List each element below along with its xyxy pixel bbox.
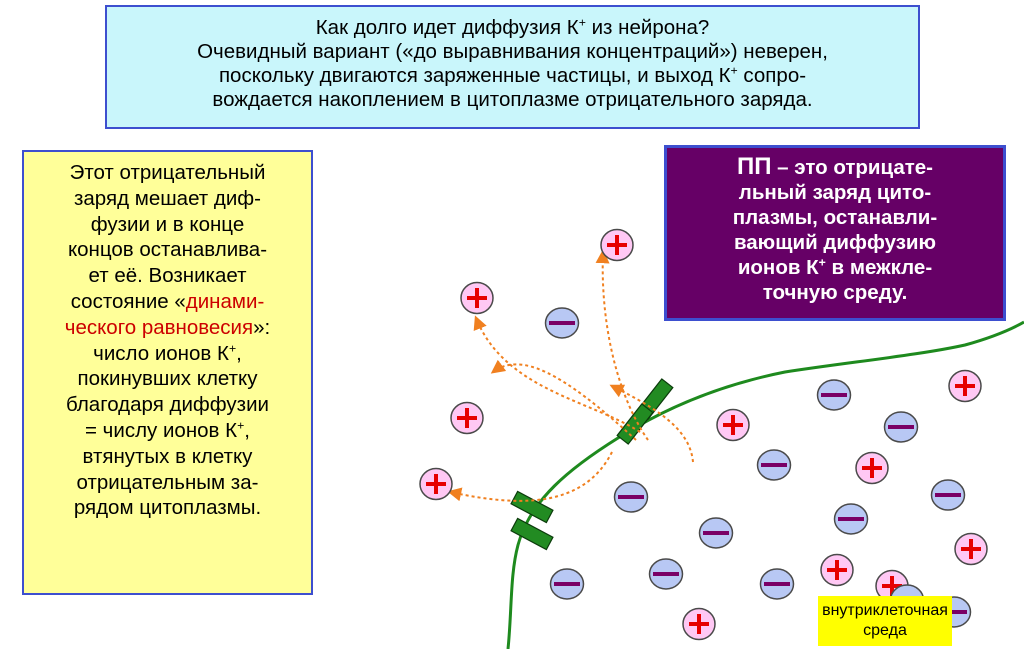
- header-line-3: поскольку двигаются заряженные частицы, и выход К+ сопро-: [218, 63, 807, 87]
- explanation-line: фузии и в конце: [90, 212, 245, 236]
- explanation-line: благодаря диффузии: [66, 393, 269, 417]
- anion-icon: [885, 412, 918, 442]
- intracellular-label-line: внутриклеточная: [822, 602, 948, 619]
- explanation-line: отрицательным за-: [76, 470, 259, 494]
- anion-icon: [932, 480, 965, 510]
- pp-line: ионов К+ в межкле-: [737, 255, 933, 279]
- header-line-1: Как долго идет диффузия К+ из нейрона?: [315, 15, 710, 39]
- pp-line: точную среду.: [762, 281, 908, 304]
- explanation-line: втянутых в клетку: [82, 444, 253, 468]
- ion-channels: [511, 379, 673, 550]
- potassium-cation-icon: [683, 609, 715, 640]
- explanation-line: концов останавлива-: [67, 238, 268, 262]
- potassium-cation-icon: [821, 555, 853, 586]
- potassium-cation-icon: [717, 410, 749, 441]
- explanation-line: ческого равновесия»:: [64, 315, 271, 339]
- dynamic-equilibrium-term: динами-: [185, 289, 265, 313]
- anion-icon: [818, 380, 851, 410]
- header-line-4: вождается накоплением в цитоплазме отрицательного заряда.: [212, 88, 813, 111]
- potassium-cation-icon: [461, 283, 493, 314]
- explanation-line: рядом цитоплазмы.: [73, 496, 262, 520]
- pp-line: льный заряд цито-: [738, 181, 932, 204]
- potassium-cation-icon: [949, 371, 981, 402]
- header-line-2: Очевидный вариант («до выравнивания концентраций») неверен,: [197, 40, 828, 63]
- anion-icon: [650, 559, 683, 589]
- diffusion-arrow: [493, 364, 636, 440]
- intracellular-label-line: среда: [863, 622, 907, 639]
- pp-line: вающий диффузию: [733, 231, 937, 254]
- anion-icon: [758, 450, 791, 480]
- explanation-line: заряд мешает диф-: [74, 186, 261, 210]
- dynamic-equilibrium-term: ческого равновесия: [64, 315, 254, 339]
- explanation-line: покинувших клетку: [77, 367, 258, 391]
- anion-icon: [551, 569, 584, 599]
- potassium-cation-icon: [955, 534, 987, 565]
- explanation-line: число ионов К+,: [93, 341, 242, 365]
- potassium-cation-icon: [856, 453, 888, 484]
- explanation-line: ет её. Возникает: [88, 264, 247, 288]
- intracellular-label: [818, 596, 952, 646]
- potassium-cation-icon: [420, 469, 452, 500]
- pp-line: ПП – это отрицате-: [736, 153, 934, 180]
- anion-icon: [615, 482, 648, 512]
- explanation-line: = числу ионов К+,: [85, 418, 250, 442]
- anion-icon: [700, 518, 733, 548]
- pp-line: плазмы, останавли-: [732, 206, 938, 229]
- pp-abbreviation: ПП: [736, 153, 772, 180]
- anion-icon: [546, 308, 579, 338]
- explanation-line: состояние «динами-: [70, 289, 265, 313]
- anion-icon: [761, 569, 794, 599]
- explanation-line: Этот отрицательный: [69, 161, 266, 184]
- ions-layer: [420, 230, 987, 640]
- potassium-cation-icon: [601, 230, 633, 261]
- potassium-cation-icon: [451, 403, 483, 434]
- anion-icon: [835, 504, 868, 534]
